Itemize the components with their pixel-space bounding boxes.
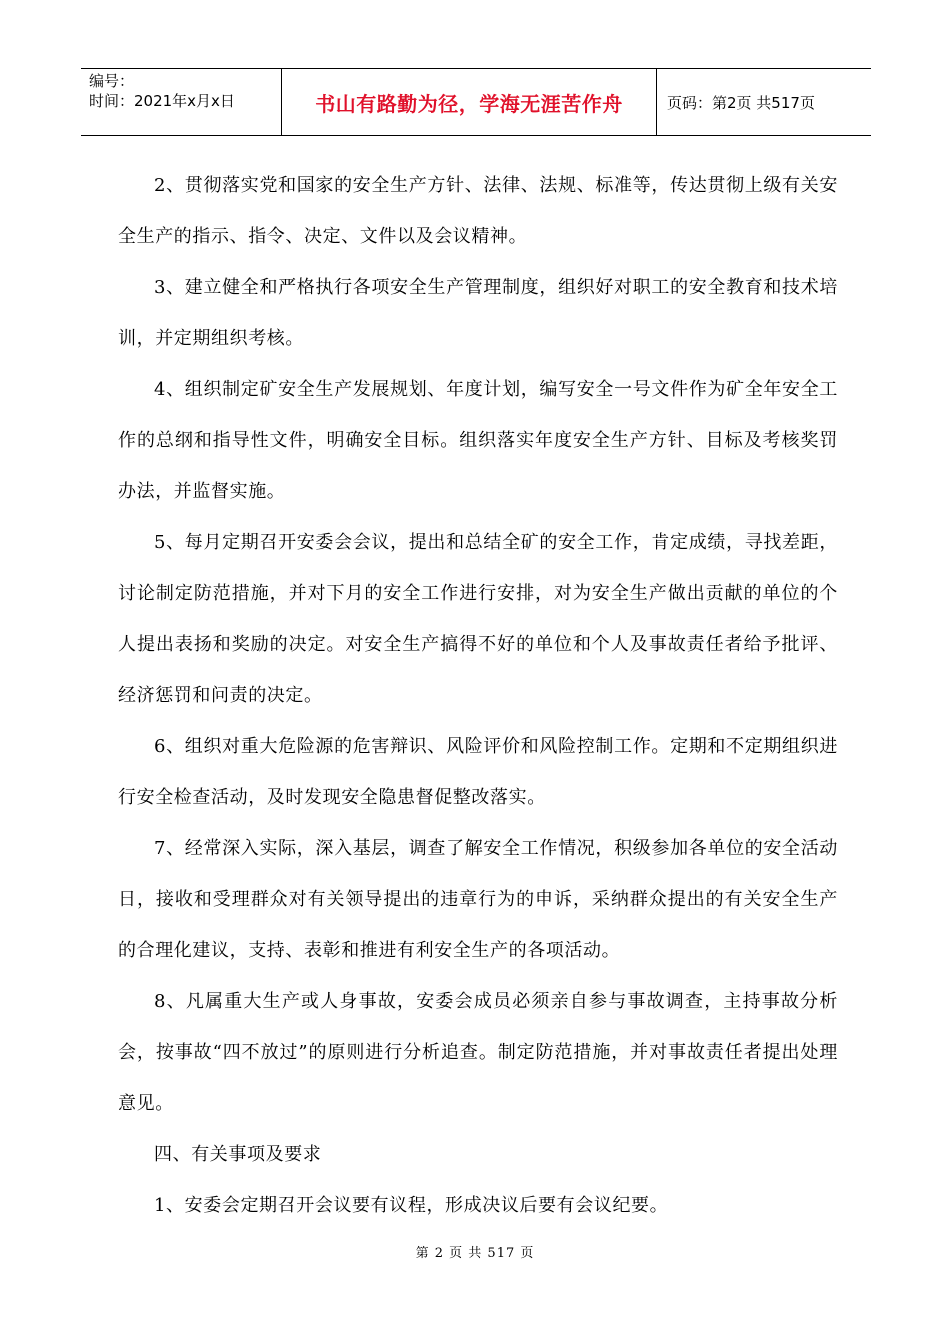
section-heading: 四、有关事项及要求 xyxy=(154,1144,322,1165)
paragraph: 5、每月定期召开安委会会议，提出和总结全矿的安全工作，肯定成绩，寻找差距，讨论制定防范措施，并对下月的安全工作进行安排，对为安全生产做出贡献的单位的个人提出表扬和奖励的决定。对安全生产搞得不好的单位和个人及事故责任者给予批评、经济惩罚和问责的决定。 xyxy=(118,532,838,706)
page-header xyxy=(81,68,871,136)
document-number-label: 编号： xyxy=(89,72,135,90)
paragraph: 7、经常深入实际，深入基层，调查了解安全工作情况，积级参加各单位的安全活动日，接收和受理群众对有关领导提出的违章行为的申诉，采纳群众提出的有关安全生产的合理化建议，支持、表彰和推进有利安全生产的各项活动。 xyxy=(118,838,838,961)
document-body xyxy=(118,160,838,1231)
document-time-label: 时间：2021年x月x日 xyxy=(89,92,235,110)
page-footer: 第 2 页 共 517 页 xyxy=(415,1246,535,1261)
header-page-info: 页码：第2页 共517页 xyxy=(667,93,815,112)
paragraph: 1、安委会定期召开会议要有议程，形成决议后要有会议纪要。 xyxy=(154,1195,669,1216)
paragraph: 2、贯彻落实党和国家的安全生产方针、法律、法规、标准等，传达贯彻上级有关安全生产的指示、指令、决定、文件以及会议精神。 xyxy=(118,175,838,247)
header-meta xyxy=(81,69,282,135)
paragraph: 3、建立健全和严格执行各项安全生产管理制度，组织好对职工的安全教育和技术培训，并定期组织考核。 xyxy=(118,277,838,349)
paragraph: 6、组织对重大危险源的危害辩识、风险评价和风险控制工作。定期和不定期组织进行安全检查活动，及时发现安全隐患督促整改落实。 xyxy=(118,736,838,808)
paragraph: 8、凡属重大生产或人身事故，安委会成员必须亲自参与事故调查，主持事故分析会，按事故“四不放过”的原则进行分析追查。制定防范措施，并对事故责任者提出处理意见。 xyxy=(118,991,838,1114)
header-motto: 书山有路勤为径，学海无涯苦作舟 xyxy=(282,69,657,135)
paragraph: 4、组织制定矿安全生产发展规划、年度计划，编写安全一号文件作为矿全年安全工作的总纲和指导性文件，明确安全目标。组织落实年度安全生产方针、目标及考核奖罚办法，并监督实施。 xyxy=(118,379,838,502)
